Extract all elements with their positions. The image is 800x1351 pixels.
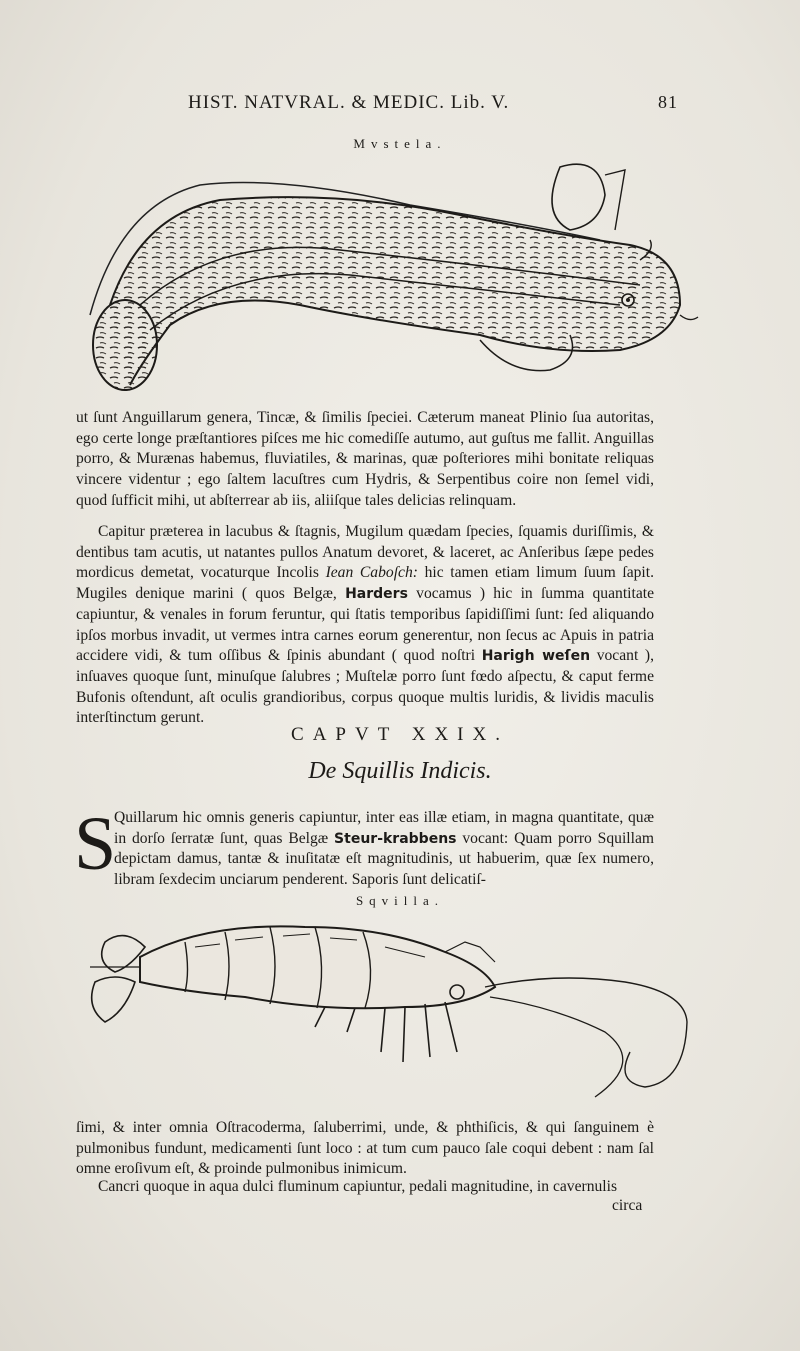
fish-figure-caption: Mvstela. xyxy=(353,136,447,151)
paragraph-4-text: Cancri quoque in aqua dulci fluminum capiuntur, pedali magnitudine, in cavernulis xyxy=(98,1178,618,1195)
paragraph-2-part-3: vocamus ) hic in ſumma quantitate capiuntur, & venales in forum feruntur, qui ſtatis temporibus ſapidiſſimi ſunt: ſed aliquando ipſos morbus invadit, ut vermes intra carnes eorum generentur, non ſecus ac Apuis in patria accidere vidi, & tum oſſibus & ſpinis abundant ( quod noſtri xyxy=(76,585,654,665)
squilla-figure-caption: Sqvilla. xyxy=(355,893,445,908)
paragraph-1 xyxy=(76,408,654,512)
blackletter-harigh-wesen: Harigh weſen xyxy=(481,648,591,665)
mustela-fish-illustration xyxy=(80,155,705,400)
paragraph-2-part-4: vocant ), inſuaves quoque ſunt, minuſque ſalubres ; Muſtelæ porro ſunt fœdo aſpectu, & caput ferme Bufonis oſtendunt, aſt oculis grandioribus, corpus quoque multis luridis, & lividis maculis interſtinctum gerunt. xyxy=(76,647,654,727)
running-header xyxy=(188,92,678,114)
paragraph-2-part-1: Capitur præterea in lacubus & ſtagnis, Mugilum quædam ſpecies, ſquamis duriſſimis, & dentibus tam acutis, ut natantes pullos Anatum devoret, & laceret, ac Anſeribus ſæpe pedes mordicus demetat, vocaturque Incolis xyxy=(76,523,654,582)
paragraph-2-part-2: hic tamen etiam limum ſuum ſapit. Mugiles denique marini ( quos Belgæ, xyxy=(76,564,654,603)
paragraph-1-text: ut ſunt Anguillarum genera, Tincæ, & ſimilis ſpeciei. Cæterum maneat Plinio ſua autoritas, ego certe longe præſtantiores piſces me hic comediſſe autumo, aut guſtus me fallit. Anguillas porro, & Murænas habemus, fluviatiles, & marinas, quæ poſteriores mihi bonitate reliquas vincere videntur ; ego ſaltem lacuſtres cum Hydris, & Serpentibus coire non ſemel vidi, quod ſufficit mihi, ut abſterrear ab iis, aliiſque tales delicias relinquam. xyxy=(76,409,654,509)
chapter-heading: CAPVT XXIX. xyxy=(291,724,509,745)
paragraph-3 xyxy=(76,1118,654,1180)
paragraph-2 xyxy=(76,522,654,729)
paragraph-3-text: ſimi, & inter omnia Oſtracoderma, ſaluberrimi, unde, & phthiſicis, & qui ſanguinem è pulmonibus fundunt, medicamenti ſunt loco : at tum cum pauco ſale coqui debent : nam ſal omne eroſivum eſt, & proinde pulmonibus inimicum. xyxy=(76,1119,654,1178)
blackletter-harders: Harders xyxy=(345,586,408,603)
chapter-subtitle: De Squillis Indicis. xyxy=(308,758,492,784)
incolis-name: Iean Caboſch: xyxy=(325,564,418,582)
paragraph-2-text xyxy=(76,522,654,729)
squill-paragraph-part-2: vocant: Quam porro Squillam depictam damus, tantæ & inuſitatæ eſt magnitudinis, ut habuerim, quæ ſex numero, libram ſexdecim unciarum penderent. Saporis ſunt delicatiſ- xyxy=(114,829,654,888)
squill-paragraph-part-1: Quillarum hic omnis generis capiuntur, inter eas illæ etiam, in magna quantitate, quæ in dorſo ſerratæ ſunt, quas Belgæ xyxy=(114,809,654,847)
squill-paragraph xyxy=(114,808,654,890)
blackletter-steur-krabbens: Steur-krabbens xyxy=(334,830,457,847)
paragraph-4 xyxy=(76,1177,654,1198)
page-number: 81 xyxy=(658,92,678,112)
catchword: circa xyxy=(612,1197,643,1214)
drop-capital: S xyxy=(74,802,117,886)
running-title: HIST. NATVRAL. & MEDIC. Lib. V. xyxy=(188,92,510,113)
squilla-shrimp-illustration xyxy=(85,912,700,1117)
